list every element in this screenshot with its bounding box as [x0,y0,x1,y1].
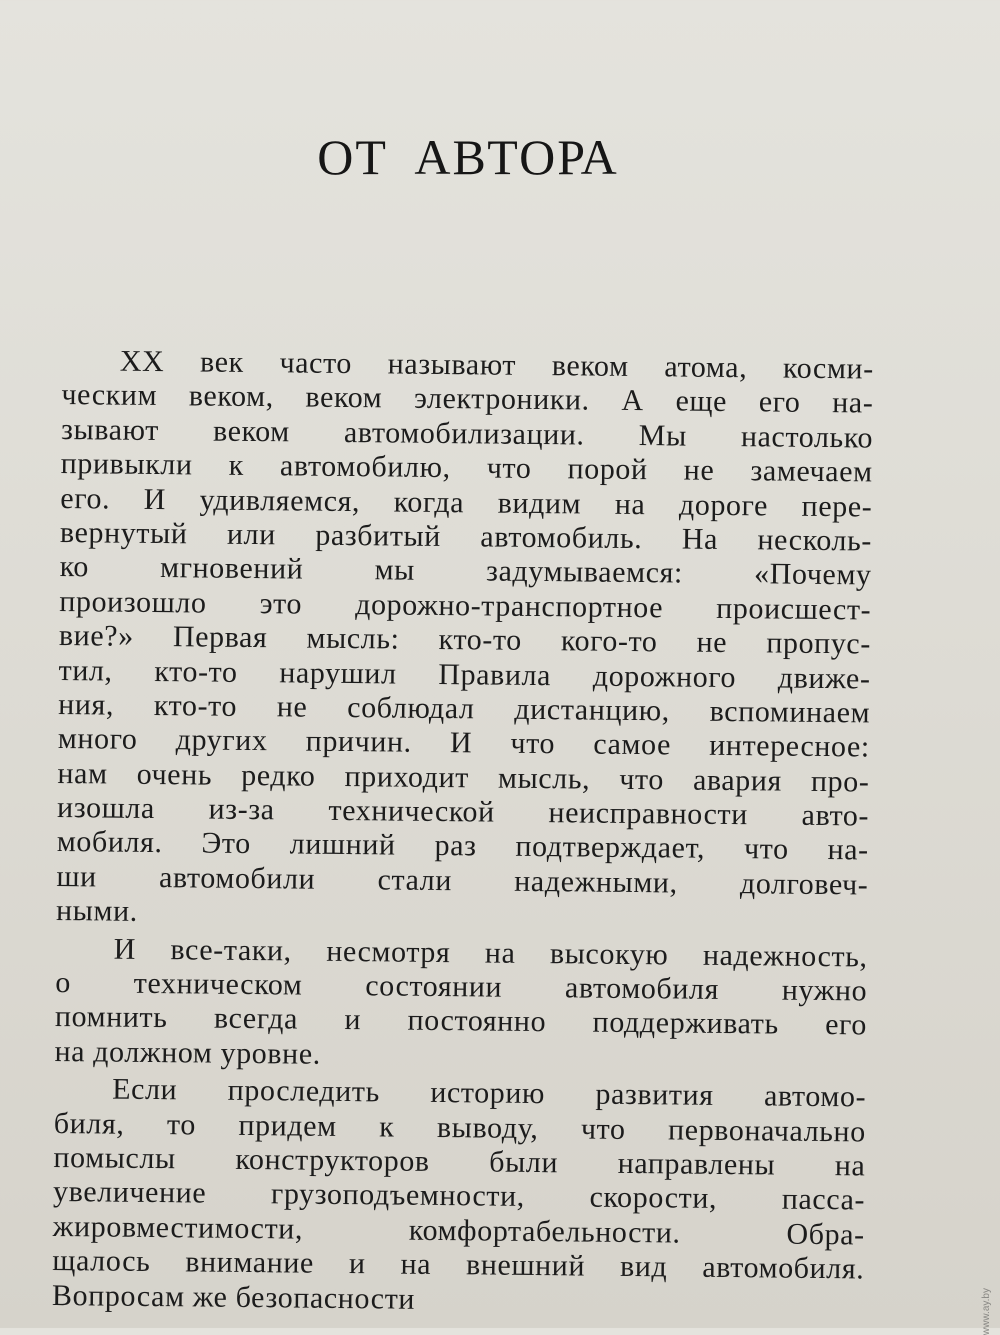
text-line: изошла из-за технической неисправности авто- [56,791,870,833]
body-text [52,344,874,1321]
text-line: мобиля. Это лишний раз подтверждает, что на- [56,825,869,867]
watermark: www.ay.by [981,1288,992,1335]
text-line: И все-таки, несмотря на высокую надежность, [113,932,868,974]
text-line: увеличение грузоподъемности, скорости, пасса- [52,1175,866,1217]
text-line: много других причин. И что самое интересное: [57,722,870,764]
text-line: произошло это дорожно-транспортное происшест- [59,584,872,627]
text-line: тил, кто-то нарушил Правила дорожного движе- [58,653,871,695]
text-line: привыкли к автомобилю, что порой не замечаем [60,447,873,489]
text-line: на должном уровне. [54,1034,322,1071]
text-line: нам очень редко приходит мысль, что авария про- [57,756,870,799]
text-line: о техническом состоянии автомобиля нужно [55,965,868,1008]
text-line: ческим веком, веком электроники. А еще его на- [61,378,874,420]
text-line: вие?» Первая мысль: кто-то кого-то не пропус- [58,619,872,661]
text-line: XX век часто называют веком атома, косми- [119,344,874,386]
text-line: помнить всегда и постоянно поддерживать его [54,1000,868,1042]
text-line: биля, то придем к выводу, что первоначально [53,1106,866,1149]
text-line: ными. [55,894,138,929]
text-line: его. И удивляемся, когда видим на дороге пере- [60,481,873,524]
text-line: жировместимости, комфортабельности. Обра- [52,1209,865,1252]
text-line: помыслы конструкторов были направлены на [53,1140,866,1183]
text-line: щалось внимание и на внешний вид автомобиля. [52,1244,865,1286]
text-line: ко мгновений мы задумываемся: «Почему [59,550,872,592]
text-line: зывают веком автомобилизации. Мы настолько [60,412,874,455]
text-line: Вопросам же безопасности [51,1278,416,1316]
page-title: ОТ АВТОРА [317,129,619,185]
text-line: ния, кто-то не соблюдал дистанцию, вспоминаем [58,687,871,730]
text-line: ши автомобили стали надежными, долговеч- [56,859,869,902]
text-line: вернутый или разбитый автомобиль. На несколь- [59,515,873,558]
text-line: Если проследить историю развития автомо- [112,1072,867,1114]
